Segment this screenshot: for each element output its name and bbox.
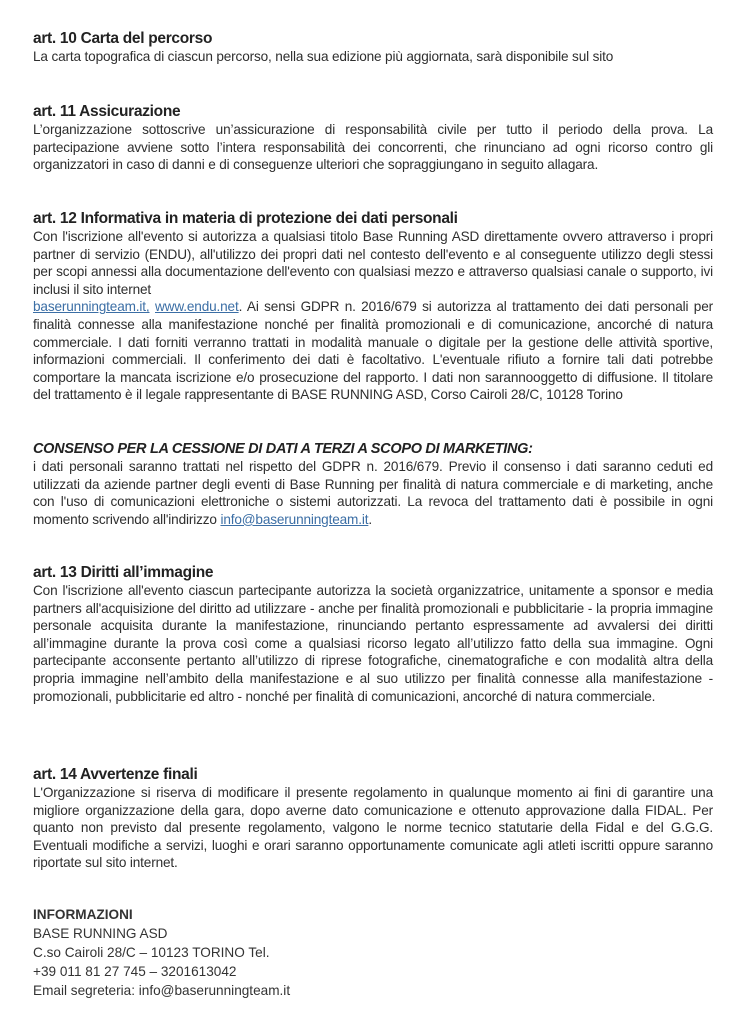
marketing-consent	[33, 440, 713, 528]
consent-body	[33, 458, 713, 528]
info-line-email: Email segreteria: info@baserunningteam.it	[33, 983, 291, 998]
article-14	[33, 766, 713, 872]
info-line-phone: +39 011 81 27 745 – 3201613042	[33, 964, 237, 979]
info-line-address: C.so Cairoli 28/C – 10123 TORINO Tel.	[33, 945, 270, 960]
article-body	[33, 228, 713, 404]
consent-end: .	[368, 511, 372, 527]
article-title: art. 14 Avvertenze finali	[33, 766, 198, 783]
article-body-rest: . Ai sensi GDPR n. 2016/679 si autorizza al trattamento dei dati personali per finalità connesse alla manifestazione nonché per finalità promozionali e di comunicazione, ancorché di natura commerciale. I dati forniti verranno trattati in modalità manuale o digitale per la gestione delle attività sportive, informazioni commerciali. Il conferimento dei dati è facoltativo. L'eventuale rifiuto a fornire tali dati potrebbe comportare la mancata iscrizione e/o prosecuzione del rapporto. I dati non sarannooggetto di diffusione. Il titolare del trattamento è il legale rappresentante di BASE RUNNING ASD, Corso Cairoli 28/C, 10128 Torino	[33, 299, 713, 403]
email-link[interactable]: info@baserunningteam.it	[220, 511, 369, 527]
article-13	[33, 564, 713, 705]
info-title: INFORMAZIONI	[33, 907, 133, 922]
article-12	[33, 210, 713, 404]
article-body: L'Organizzazione si riserva di modificare il presente regolamento in qualunque momento ai fini di garantire una migliore organizzazione della gara, dopo averne dato comunicazione e ottenuto approvazione dalla FIDAL. Per quanto non previsto dal presente regolamento, valgono le norme tecnico statutarie della Fidal e del G.G.G. Eventuali modifiche a servizi, luoghi e orari saranno opportunamente comunicate agli atleti iscritti oppure saranno riportate sul sito internet.	[33, 785, 713, 871]
endu-site-link[interactable]: www.endu.net	[155, 299, 239, 315]
consent-text: i dati personali saranno trattati nel rispetto del GDPR n. 2016/679. Previo il consenso i dati saranno ceduti ed utilizzati da aziende partner degli eventi di Base Running per finalità di natura commerciale e di marketing, anche con l'uso di comunicazioni elettroniche o sistemi autorizzati. La revoca del trattamento dati è possibile in ogni momento scrivendo all'indirizzo	[33, 459, 713, 527]
article-title: art. 12 Informativa in materia di protezione dei dati personali	[33, 210, 458, 227]
article-title: art. 11 Assicurazione	[33, 103, 181, 120]
article-title: art. 13 Diritti all’immagine	[33, 564, 214, 581]
article-body: Con l'iscrizione all'evento ciascun partecipante autorizza la società organizzatrice, unitamente a sponsor e media partners all'acquisizione del diritto ad utilizzare - anche per finalità promozionali e pubblicitarie - la propria immagine personale acquisita durante la manifestazione, rinunciando pertanto espressamente ad avvalersi dei diritti all’immagine durante la prova così come a qualsiasi ricorso legato all’utilizzo fatto della sua immagine. Ogni partecipante acconsente pertanto all’utilizzo di riprese fotografiche, cinematografiche e con modalità altra della propria immagine nell’ambito della manifestazione e al suo utilizzo per finalità connesse alla manifestazione - promozionali, pubblicitarie ed altro - nonché per finalità di comunicazioni, ancorché di natura commerciale.	[33, 583, 713, 704]
consent-title: CONSENSO PER LA CESSIONE DI DATI A TERZI A SCOPO DI MARKETING:	[33, 441, 533, 457]
baserunning-site-link[interactable]: baserunningteam.it,	[33, 299, 150, 315]
article-body: L’organizzazione sottoscrive un’assicurazione di responsabilità civile per tutto il periodo della prova. La partecipazione avviene sotto l’intera responsabilità dei concorrenti, che rinunciano ad ogni ricorso contro gli organizzatori in caso di danni e di conseguenze ulteriori che sopraggiungano in seguito allagara.	[33, 122, 713, 173]
article-body-intro: Con l'iscrizione all'evento si autorizza a qualsiasi titolo Base Running ASD direttamente ovvero attraverso i propri partner di servizio (ENDU), all'utilizzo dei propri dati nel contesto dell'evento e al conseguente utilizzo degli stessi per scopi annessi alla documentazione dell'evento con qualsiasi mezzo e attraverso qualsiasi canale o supporto, ivi inclusi il sito internet	[33, 229, 713, 297]
article-title: art. 10 Carta del percorso	[33, 30, 213, 47]
info-line-org: BASE RUNNING ASD	[33, 926, 168, 941]
contact-info	[33, 905, 713, 1000]
article-10	[33, 30, 713, 66]
article-11	[33, 103, 713, 174]
article-body: La carta topografica di ciascun percorso, nella sua edizione più aggiornata, sarà disponibile sul sito	[33, 49, 614, 64]
